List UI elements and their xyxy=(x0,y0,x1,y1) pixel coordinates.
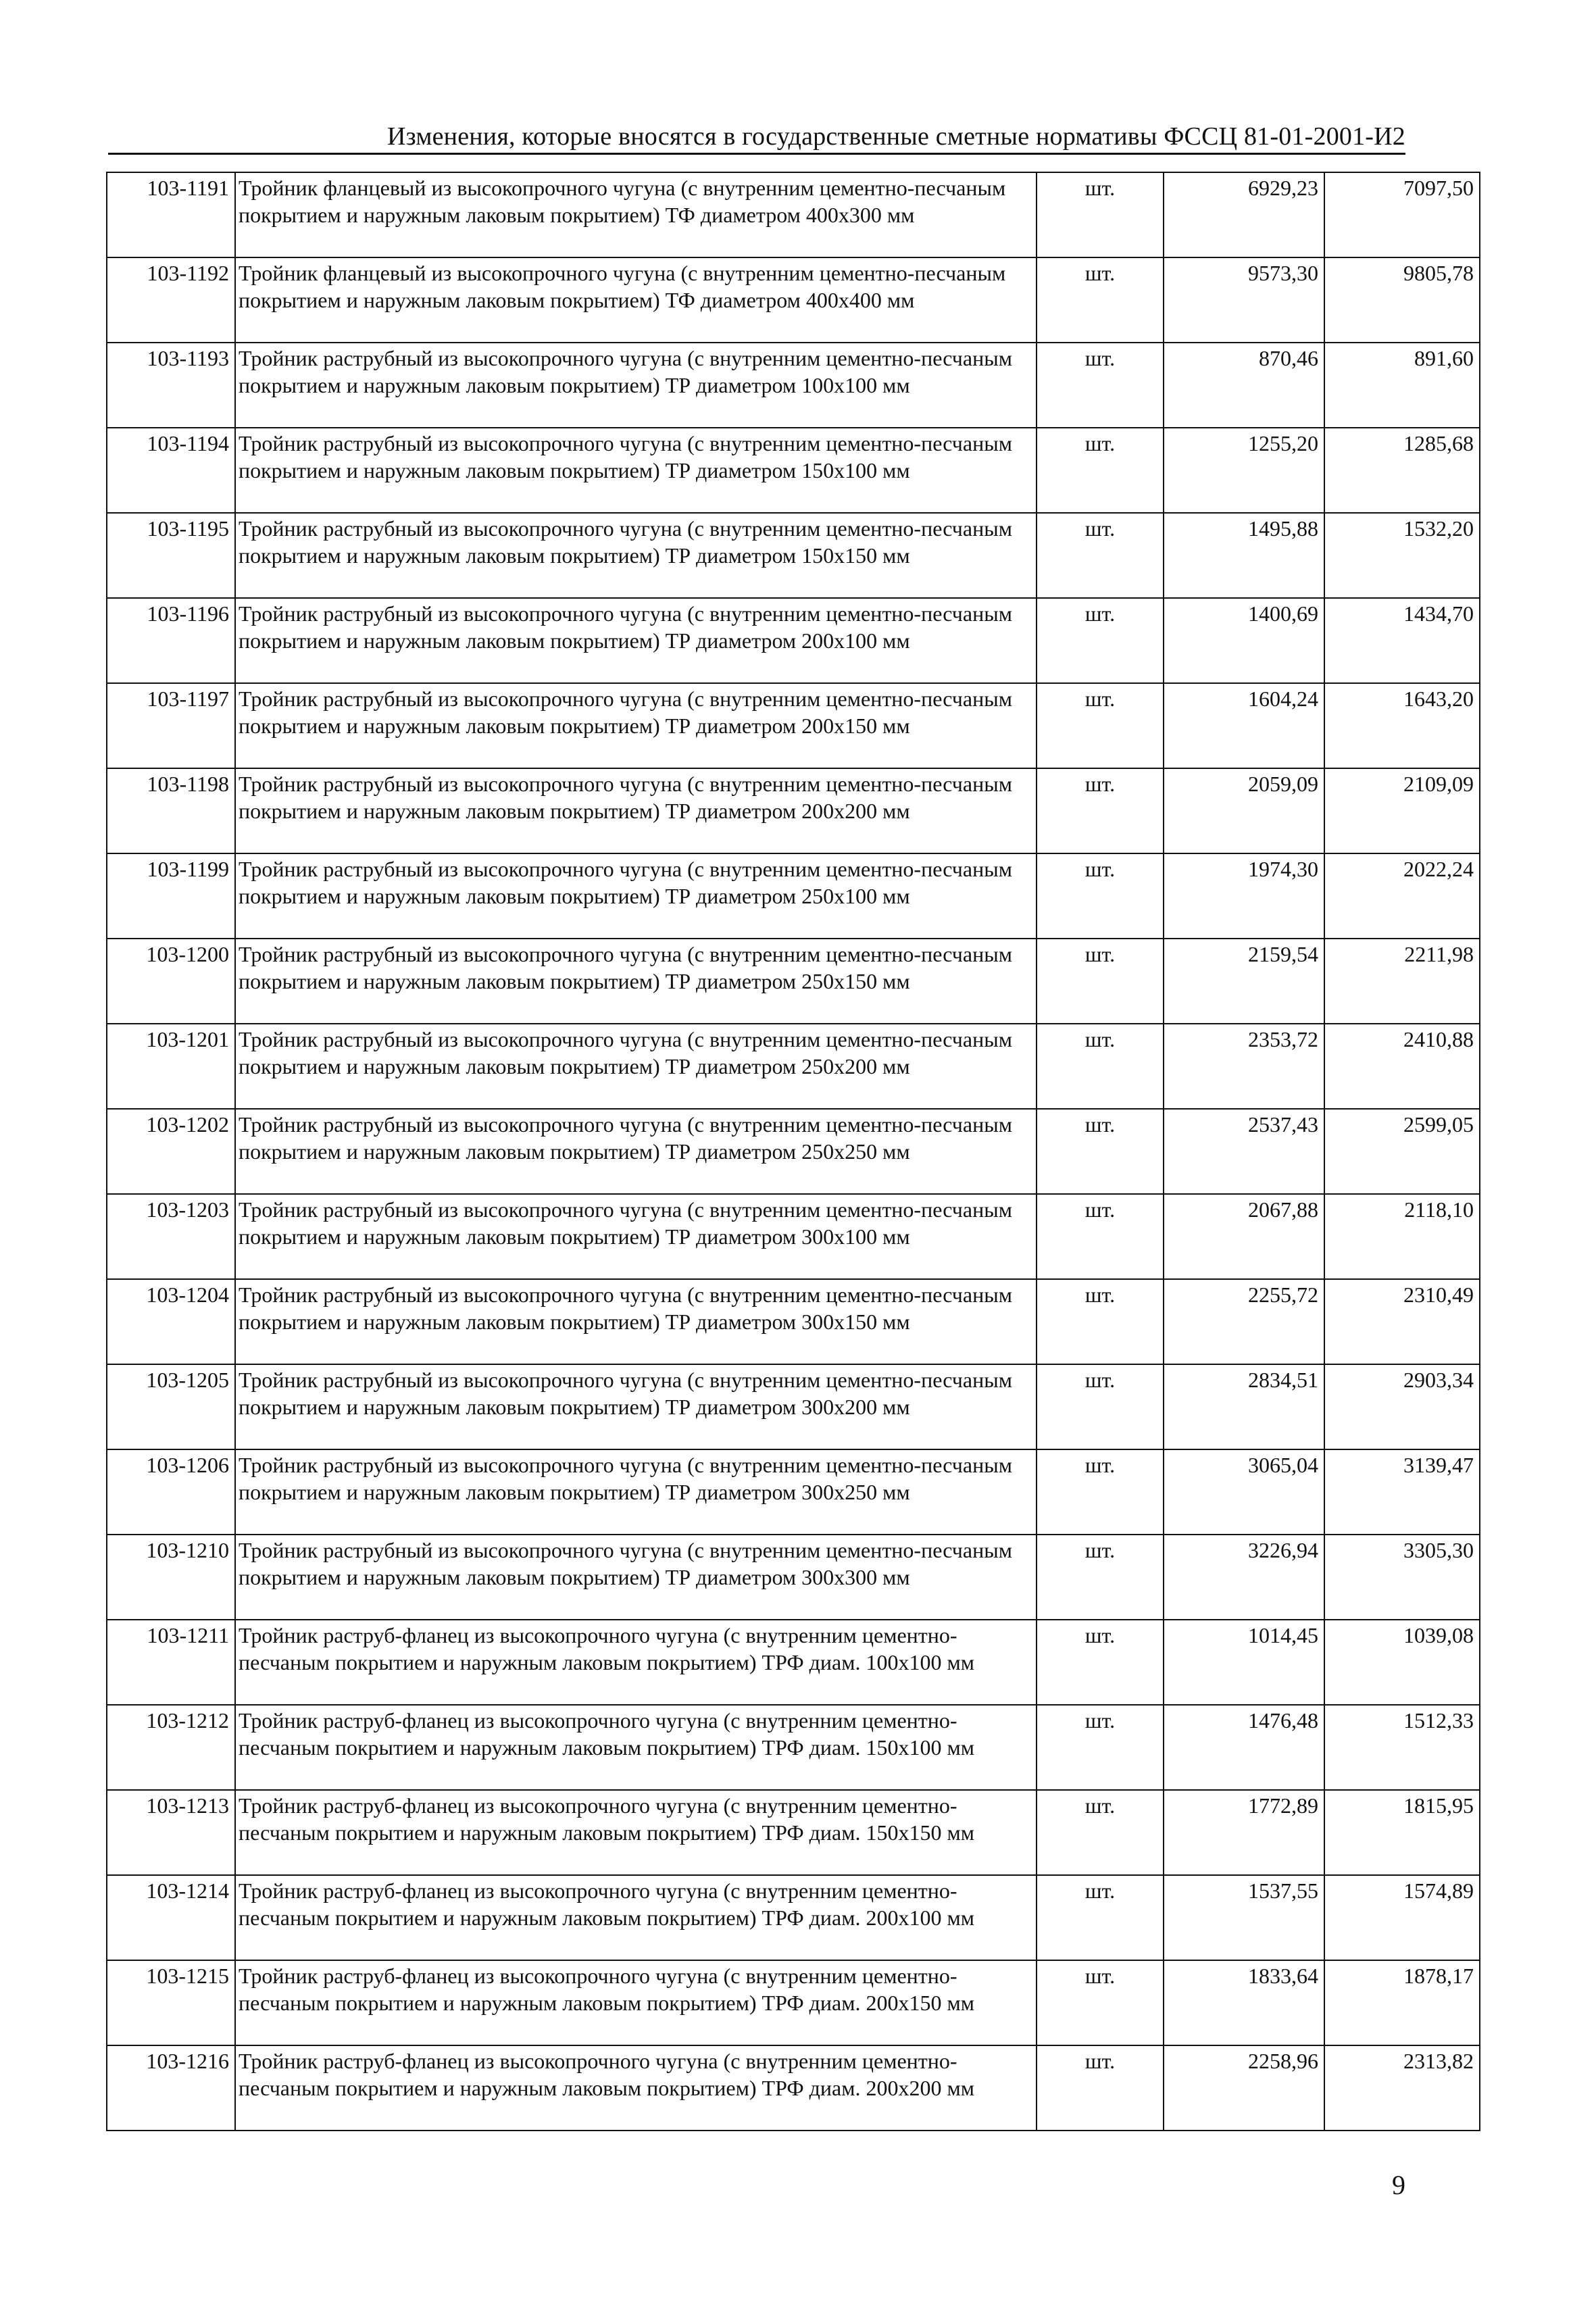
row-description: Тройник раструбный из высокопрочного чугуна (с внутренним цементно-песчаным покрытием и наружным лаковым покрытием) ТР диаметром 200х150 мм xyxy=(235,683,1037,768)
row-price-1: 1772,89 xyxy=(1164,1790,1324,1875)
table-row xyxy=(107,683,1480,768)
row-price-2: 1285,68 xyxy=(1324,428,1480,513)
table-row xyxy=(107,1109,1480,1194)
row-price-1: 1604,24 xyxy=(1164,683,1324,768)
row-price-1: 1495,88 xyxy=(1164,513,1324,598)
row-price-1: 3065,04 xyxy=(1164,1449,1324,1535)
row-price-1: 9573,30 xyxy=(1164,257,1324,343)
row-description: Тройник раструбный из высокопрочного чугуна (с внутренним цементно-песчаным покрытием и наружным лаковым покрытием) ТР диаметром 250х150 мм xyxy=(235,939,1037,1024)
row-price-2: 9805,78 xyxy=(1324,257,1480,343)
header-title: Изменения, которые вносятся в государственные сметные нормативы ФССЦ 81-01-2001-И2 xyxy=(387,122,1405,151)
row-code: 103-1193 xyxy=(107,343,235,428)
row-price-2: 1643,20 xyxy=(1324,683,1480,768)
row-price-2: 1434,70 xyxy=(1324,598,1480,683)
row-code: 103-1212 xyxy=(107,1705,235,1790)
page-header xyxy=(108,114,1405,155)
row-code: 103-1204 xyxy=(107,1279,235,1364)
row-unit: шт. xyxy=(1037,1875,1164,1960)
table-row xyxy=(107,1790,1480,1875)
table-row xyxy=(107,172,1480,257)
row-code: 103-1213 xyxy=(107,1790,235,1875)
row-price-1: 2258,96 xyxy=(1164,2045,1324,2131)
row-description: Тройник раструб-фланец из высокопрочного чугуна (с внутренним цементно-песчаным покрытием и наружным лаковым покрытием) ТРФ диам. 200х200 мм xyxy=(235,2045,1037,2131)
row-unit: шт. xyxy=(1037,1279,1164,1364)
row-description: Тройник раструб-фланец из высокопрочного чугуна (с внутренним цементно-песчаным покрытием и наружным лаковым покрытием) ТРФ диам. 150х100 мм xyxy=(235,1705,1037,1790)
row-description: Тройник раструбный из высокопрочного чугуна (с внутренним цементно-песчаным покрытием и наружным лаковым покрытием) ТР диаметром 200х100 мм xyxy=(235,598,1037,683)
row-code: 103-1196 xyxy=(107,598,235,683)
row-price-1: 870,46 xyxy=(1164,343,1324,428)
row-description: Тройник фланцевый из высокопрочного чугуна (с внутренним цементно-песчаным покрытием и наружным лаковым покрытием) ТФ диаметром 400х400 мм xyxy=(235,257,1037,343)
table-row xyxy=(107,1449,1480,1535)
price-table-body xyxy=(107,172,1480,2131)
row-code: 103-1195 xyxy=(107,513,235,598)
row-unit: шт. xyxy=(1037,1194,1164,1279)
row-price-2: 2903,34 xyxy=(1324,1364,1480,1449)
table-row xyxy=(107,343,1480,428)
row-code: 103-1215 xyxy=(107,1960,235,2045)
row-description: Тройник раструбный из высокопрочного чугуна (с внутренним цементно-песчаным покрытием и наружным лаковым покрытием) ТР диаметром 300х150 мм xyxy=(235,1279,1037,1364)
row-price-1: 1014,45 xyxy=(1164,1620,1324,1705)
row-description: Тройник раструб-фланец из высокопрочного чугуна (с внутренним цементно-песчаным покрытием и наружным лаковым покрытием) ТРФ диам. 200х150 мм xyxy=(235,1960,1037,2045)
row-price-1: 1833,64 xyxy=(1164,1960,1324,2045)
row-price-2: 2022,24 xyxy=(1324,853,1480,939)
table-row xyxy=(107,853,1480,939)
row-code: 103-1203 xyxy=(107,1194,235,1279)
table-row xyxy=(107,939,1480,1024)
row-price-2: 2410,88 xyxy=(1324,1024,1480,1109)
row-unit: шт. xyxy=(1037,768,1164,853)
row-unit: шт. xyxy=(1037,172,1164,257)
row-price-2: 1532,20 xyxy=(1324,513,1480,598)
row-description: Тройник раструбный из высокопрочного чугуна (с внутренним цементно-песчаным покрытием и наружным лаковым покрытием) ТР диаметром 100х100 мм xyxy=(235,343,1037,428)
table-row xyxy=(107,1364,1480,1449)
row-price-1: 2537,43 xyxy=(1164,1109,1324,1194)
table-row xyxy=(107,1705,1480,1790)
row-code: 103-1211 xyxy=(107,1620,235,1705)
row-price-2: 2118,10 xyxy=(1324,1194,1480,1279)
row-description: Тройник раструбный из высокопрочного чугуна (с внутренним цементно-песчаным покрытием и наружным лаковым покрытием) ТР диаметром 300х200 мм xyxy=(235,1364,1037,1449)
table-row xyxy=(107,257,1480,343)
row-price-1: 3226,94 xyxy=(1164,1535,1324,1620)
row-code: 103-1198 xyxy=(107,768,235,853)
row-description: Тройник раструбный из высокопрочного чугуна (с внутренним цементно-песчаным покрытием и наружным лаковым покрытием) ТР диаметром 300х250 мм xyxy=(235,1449,1037,1535)
row-description: Тройник раструбный из высокопрочного чугуна (с внутренним цементно-песчаным покрытием и наружным лаковым покрытием) ТР диаметром 250х100 мм xyxy=(235,853,1037,939)
row-price-1: 2255,72 xyxy=(1164,1279,1324,1364)
row-price-1: 1537,55 xyxy=(1164,1875,1324,1960)
row-unit: шт. xyxy=(1037,683,1164,768)
row-description: Тройник раструбный из высокопрочного чугуна (с внутренним цементно-песчаным покрытием и наружным лаковым покрытием) ТР диаметром 150х100 мм xyxy=(235,428,1037,513)
table-row xyxy=(107,1620,1480,1705)
row-price-2: 2599,05 xyxy=(1324,1109,1480,1194)
row-unit: шт. xyxy=(1037,343,1164,428)
table-row xyxy=(107,1535,1480,1620)
row-description: Тройник раструбный из высокопрочного чугуна (с внутренним цементно-песчаным покрытием и наружным лаковым покрытием) ТР диаметром 300х100 мм xyxy=(235,1194,1037,1279)
price-table xyxy=(106,172,1480,2131)
table-row xyxy=(107,1279,1480,1364)
row-price-2: 891,60 xyxy=(1324,343,1480,428)
row-price-1: 2834,51 xyxy=(1164,1364,1324,1449)
row-unit: шт. xyxy=(1037,513,1164,598)
row-price-2: 1512,33 xyxy=(1324,1705,1480,1790)
row-price-2: 2313,82 xyxy=(1324,2045,1480,2131)
row-price-1: 1400,69 xyxy=(1164,598,1324,683)
row-price-1: 6929,23 xyxy=(1164,172,1324,257)
row-code: 103-1214 xyxy=(107,1875,235,1960)
row-unit: шт. xyxy=(1037,853,1164,939)
row-price-2: 3305,30 xyxy=(1324,1535,1480,1620)
row-price-2: 3139,47 xyxy=(1324,1449,1480,1535)
row-code: 103-1200 xyxy=(107,939,235,1024)
row-price-1: 2353,72 xyxy=(1164,1024,1324,1109)
row-description: Тройник раструбный из высокопрочного чугуна (с внутренним цементно-песчаным покрытием и наружным лаковым покрытием) ТР диаметром 250х200 мм xyxy=(235,1024,1037,1109)
row-description: Тройник раструбный из высокопрочного чугуна (с внутренним цементно-песчаным покрытием и наружным лаковым покрытием) ТР диаметром 150х150 мм xyxy=(235,513,1037,598)
row-price-2: 1039,08 xyxy=(1324,1620,1480,1705)
row-code: 103-1202 xyxy=(107,1109,235,1194)
row-code: 103-1210 xyxy=(107,1535,235,1620)
row-price-2: 7097,50 xyxy=(1324,172,1480,257)
row-code: 103-1197 xyxy=(107,683,235,768)
row-price-2: 1815,95 xyxy=(1324,1790,1480,1875)
table-row xyxy=(107,1875,1480,1960)
row-unit: шт. xyxy=(1037,2045,1164,2131)
row-price-1: 2159,54 xyxy=(1164,939,1324,1024)
row-price-2: 2211,98 xyxy=(1324,939,1480,1024)
row-unit: шт. xyxy=(1037,428,1164,513)
row-code: 103-1206 xyxy=(107,1449,235,1535)
row-code: 103-1199 xyxy=(107,853,235,939)
table-row xyxy=(107,768,1480,853)
table-row xyxy=(107,513,1480,598)
row-description: Тройник фланцевый из высокопрочного чугуна (с внутренним цементно-песчаным покрытием и наружным лаковым покрытием) ТФ диаметром 400х300 мм xyxy=(235,172,1037,257)
row-code: 103-1205 xyxy=(107,1364,235,1449)
table-row xyxy=(107,2045,1480,2131)
row-price-2: 1574,89 xyxy=(1324,1875,1480,1960)
page-number: 9 xyxy=(1392,2170,1405,2200)
row-price-2: 2310,49 xyxy=(1324,1279,1480,1364)
table-row xyxy=(107,1024,1480,1109)
row-price-2: 2109,09 xyxy=(1324,768,1480,853)
row-price-1: 1255,20 xyxy=(1164,428,1324,513)
row-unit: шт. xyxy=(1037,1790,1164,1875)
table-row xyxy=(107,1194,1480,1279)
row-code: 103-1216 xyxy=(107,2045,235,2131)
row-description: Тройник раструбный из высокопрочного чугуна (с внутренним цементно-песчаным покрытием и наружным лаковым покрытием) ТР диаметром 300х300 мм xyxy=(235,1535,1037,1620)
row-unit: шт. xyxy=(1037,257,1164,343)
row-price-1: 2059,09 xyxy=(1164,768,1324,853)
table-row xyxy=(107,428,1480,513)
row-unit: шт. xyxy=(1037,598,1164,683)
row-unit: шт. xyxy=(1037,1960,1164,2045)
row-price-1: 1476,48 xyxy=(1164,1705,1324,1790)
row-price-2: 1878,17 xyxy=(1324,1960,1480,2045)
table-row xyxy=(107,598,1480,683)
row-code: 103-1192 xyxy=(107,257,235,343)
row-price-1: 2067,88 xyxy=(1164,1194,1324,1279)
row-unit: шт. xyxy=(1037,1364,1164,1449)
row-unit: шт. xyxy=(1037,1535,1164,1620)
row-unit: шт. xyxy=(1037,939,1164,1024)
row-code: 103-1191 xyxy=(107,172,235,257)
table-row xyxy=(107,1960,1480,2045)
row-description: Тройник раструбный из высокопрочного чугуна (с внутренним цементно-песчаным покрытием и наружным лаковым покрытием) ТР диаметром 250х250 мм xyxy=(235,1109,1037,1194)
row-unit: шт. xyxy=(1037,1109,1164,1194)
row-description: Тройник раструб-фланец из высокопрочного чугуна (с внутренним цементно-песчаным покрытием и наружным лаковым покрытием) ТРФ диам. 150х150 мм xyxy=(235,1790,1037,1875)
row-unit: шт. xyxy=(1037,1449,1164,1535)
row-description: Тройник раструб-фланец из высокопрочного чугуна (с внутренним цементно-песчаным покрытием и наружным лаковым покрытием) ТРФ диам. 200х100 мм xyxy=(235,1875,1037,1960)
row-price-1: 1974,30 xyxy=(1164,853,1324,939)
row-unit: шт. xyxy=(1037,1620,1164,1705)
row-code: 103-1201 xyxy=(107,1024,235,1109)
row-unit: шт. xyxy=(1037,1705,1164,1790)
row-description: Тройник раструб-фланец из высокопрочного чугуна (с внутренним цементно-песчаным покрытием и наружным лаковым покрытием) ТРФ диам. 100х100 мм xyxy=(235,1620,1037,1705)
row-description: Тройник раструбный из высокопрочного чугуна (с внутренним цементно-песчаным покрытием и наружным лаковым покрытием) ТР диаметром 200х200 мм xyxy=(235,768,1037,853)
row-unit: шт. xyxy=(1037,1024,1164,1109)
row-code: 103-1194 xyxy=(107,428,235,513)
